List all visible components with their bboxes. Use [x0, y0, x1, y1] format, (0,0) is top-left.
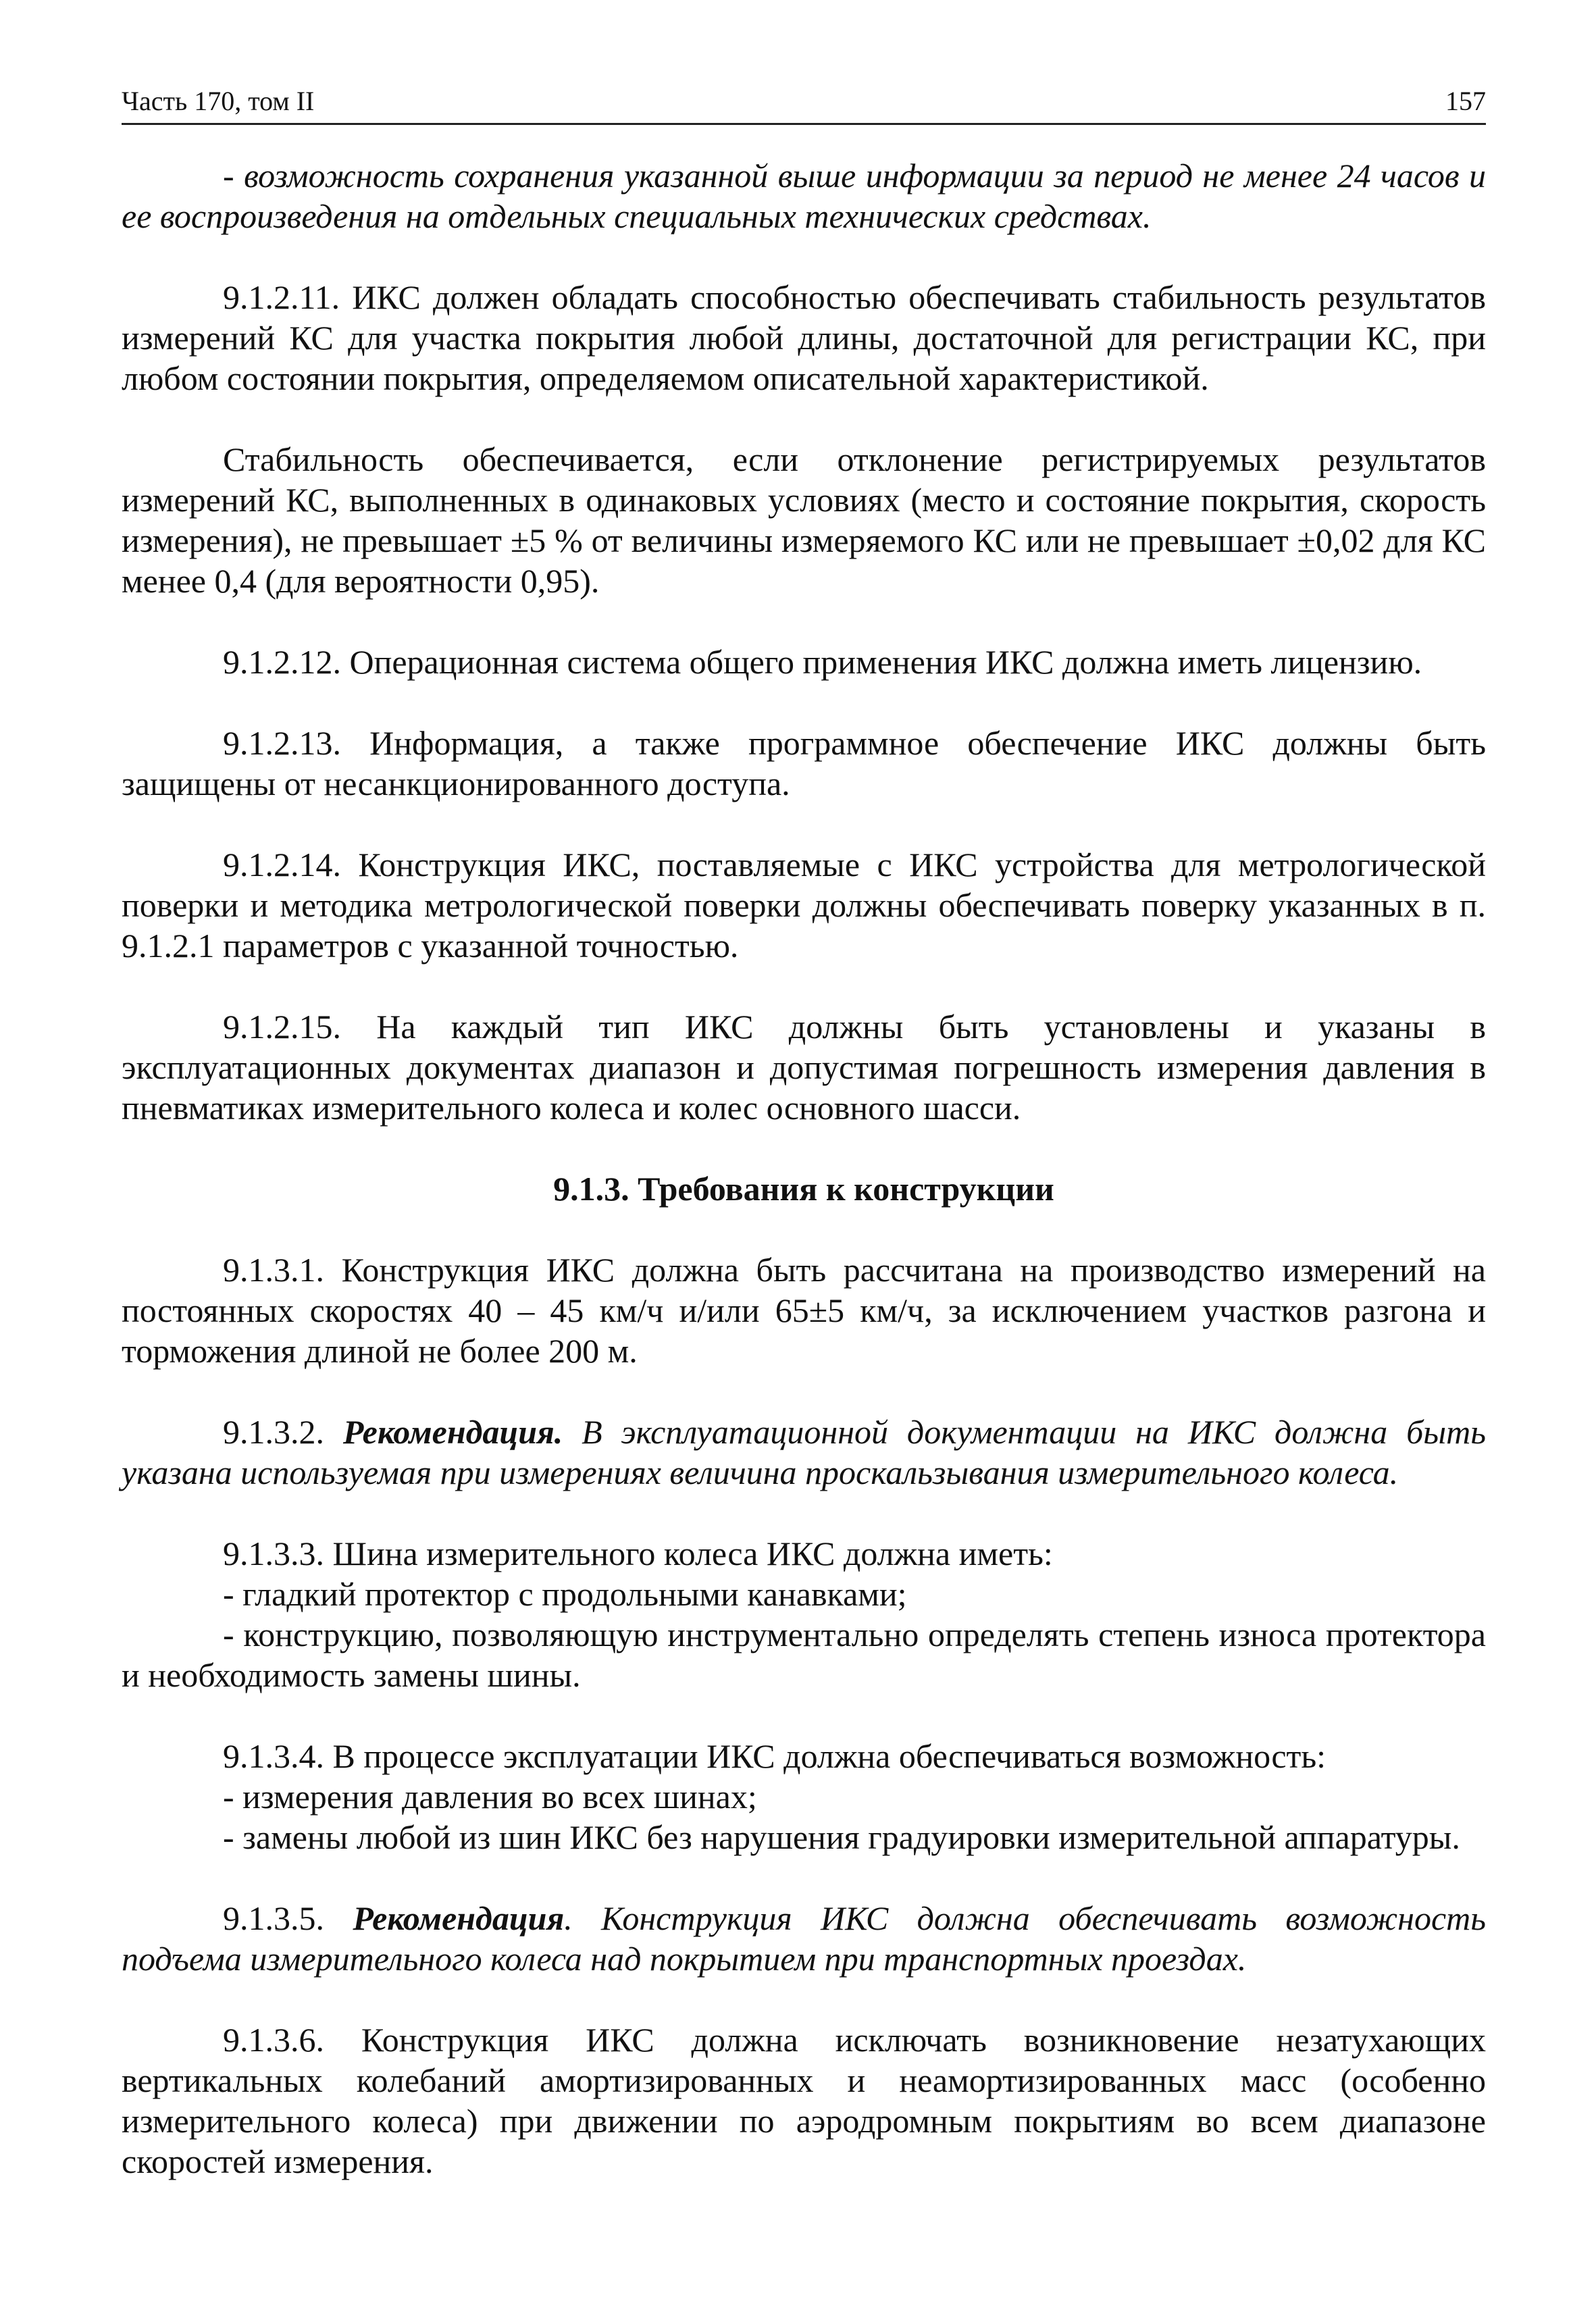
paragraph-number: 9.1.3.2. [223, 1413, 343, 1451]
paragraph-9-1-3-4: 9.1.3.4. В процессе эксплуатации ИКС должна обеспечиваться возможность: [223, 1737, 1327, 1775]
section-heading: 9.1.3. Требования к конструкции [553, 1170, 1054, 1208]
paragraph-9-1-2-11: 9.1.2.11. ИКС должен обладать способностью обеспечивать стабильность результатов измерений КС для участка покрытия любой длины, достаточной для регистрации КС, при любом состоянии покрытия, определяемом описательной характеристикой. [122, 278, 1486, 397]
paragraph-9-1-2-15: 9.1.2.15. На каждый тип ИКС должны быть установлены и указаны в эксплуатационных документах диапазон и допустимая погрешность измерения давления в пневматиках измерительного колеса и колес основного шасси. [122, 1008, 1486, 1127]
list-item: - гладкий протектор с продольными канавками; [223, 1575, 907, 1613]
paragraph-9-1-3-3: 9.1.3.3. Шина измерительного колеса ИКС должна иметь: [223, 1535, 1053, 1572]
recommendation-text: В эксплуатационной документации на ИКС должна быть указана используемая при измерениях величина проскальзывания измерительного колеса. [122, 1413, 1487, 1491]
recommendation-label: Рекомендация [353, 1899, 565, 1937]
paragraph-9-1-3-2 [122, 1412, 1486, 1493]
paragraph-9-1-2-12: 9.1.2.12. Операционная система общего применения ИКС должна иметь лицензию. [223, 643, 1422, 681]
paragraph-9-1-3-1: 9.1.3.1. Конструкция ИКС должна быть рассчитана на производство измерений на постоянных скоростях 40 – 45 км/ч и/или 65±5 км/ч, за исключением участков разгона и торможения длиной не более 200 м. [122, 1251, 1486, 1370]
list-item: - конструкцию, позволяющую инструментально определять степень износа протектора и необходимость замены шины. [122, 1616, 1486, 1694]
document-body [122, 155, 1486, 2182]
paragraph-9-1-3-5 [122, 1898, 1486, 1979]
paragraph-9-1-2-13: 9.1.2.13. Информация, а также программное обеспечение ИКС должны быть защищены от несанкционированного доступа. [122, 724, 1486, 802]
list-item: - замены любой из шин ИКС без нарушения градуировки измерительной аппаратуры. [223, 1818, 1460, 1856]
paragraph-9-1-2-14: 9.1.2.14. Конструкция ИКС, поставляемые с ИКС устройства для метрологической поверки и методика метрологической поверки должны обеспечивать поверку указанных в п. 9.1.2.1 параметров с указанной точностью. [122, 846, 1486, 965]
page-number: 157 [1445, 86, 1486, 116]
page-header [122, 80, 1486, 125]
list-item: - измерения давления во всех шинах; [223, 1778, 757, 1816]
document-page [122, 0, 1486, 2314]
paragraph-stability: Стабильность обеспечивается, если отклонение регистрируемых результатов измерений КС, выполненных в одинаковых условиях (место и состояние покрытия, скорость измерения), не превышает ±5 % от величины измеряемого КС или не превышает ±0,02 для КС менее 0,4 (для вероятности 0,95). [122, 440, 1486, 600]
recommendation-text: . Конструкция ИКС должна обеспечивать возможность подъема измерительного колеса над покрытием при транспортных проездах. [122, 1899, 1486, 1978]
paragraph-continuation: - возможность сохранения указанной выше информации за период не менее 24 часов и ее воспроизведения на отдельных специальных технических средствах. [122, 157, 1486, 235]
recommendation-label: Рекомендация. [342, 1413, 563, 1451]
paragraph-9-1-3-6: 9.1.3.6. Конструкция ИКС должна исключать возникновение незатухающих вертикальных колебаний амортизированных и неамортизированных масс (особенно измерительного колеса) при движении по аэродромным покрытиям во всем диапазоне скоростей измерения. [122, 2021, 1486, 2180]
header-part-title: Часть 170, том II [122, 86, 315, 116]
paragraph-number: 9.1.3.5. [223, 1899, 353, 1937]
